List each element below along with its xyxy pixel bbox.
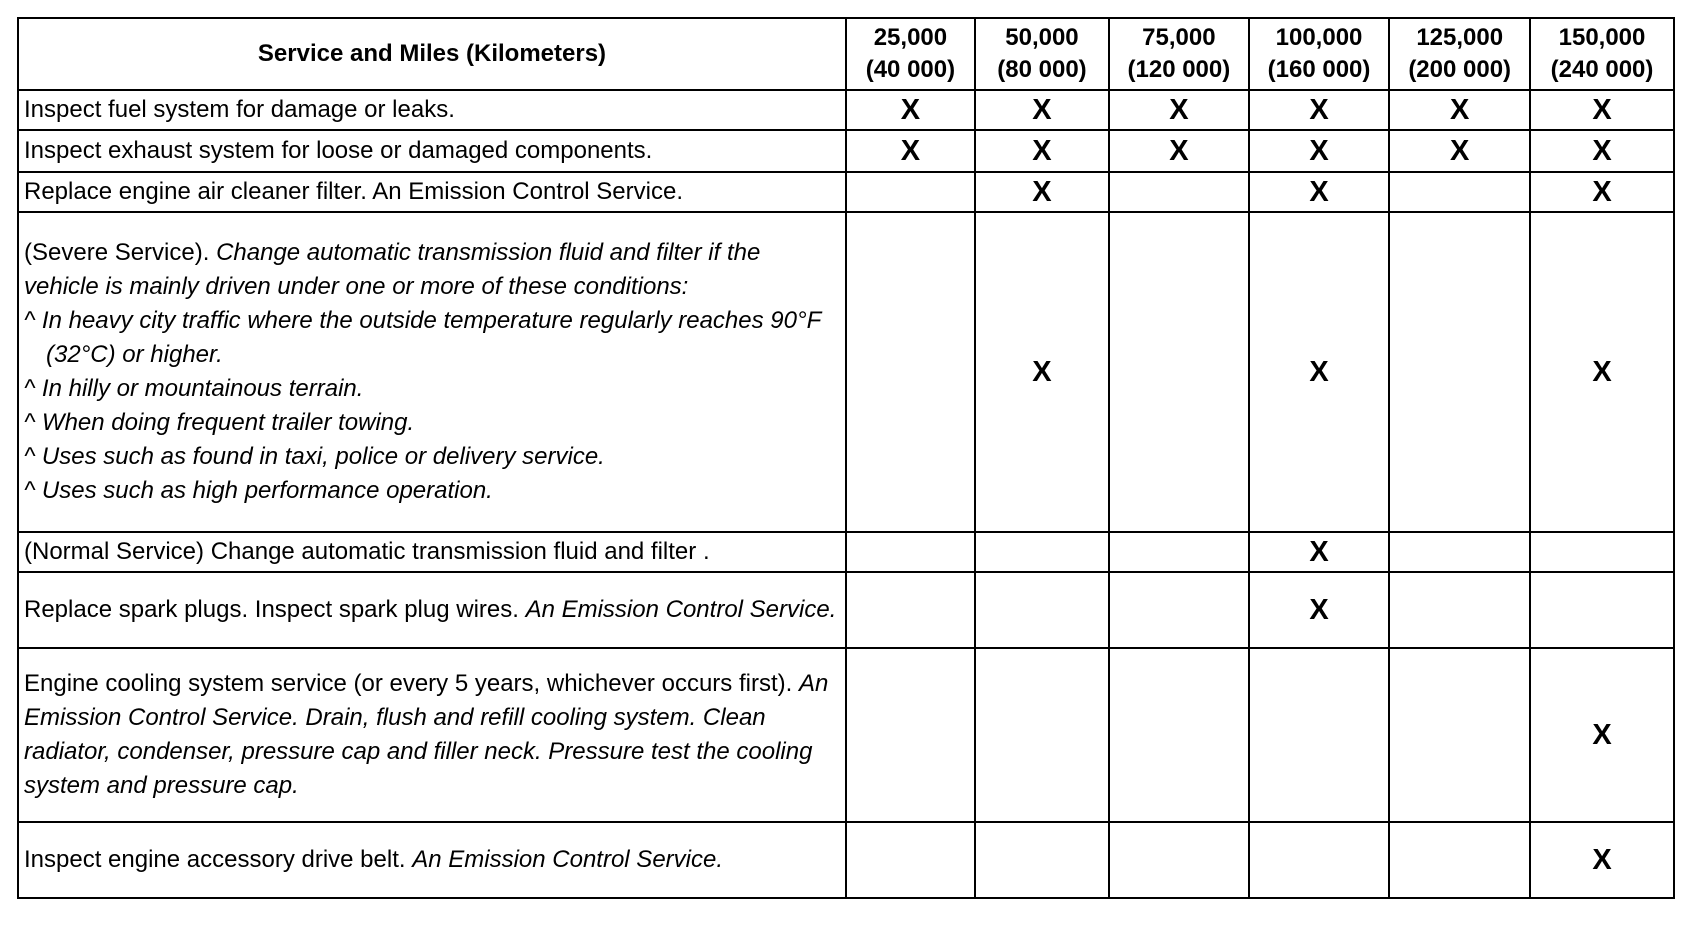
service-text: Inspect exhaust system for loose or damaged components. <box>24 137 653 164</box>
interval-mark: X <box>1530 212 1674 532</box>
interval-miles: 125,000 <box>1416 24 1504 51</box>
interval-km: (120 000) <box>1127 56 1231 83</box>
interval-mark: X <box>1530 648 1674 822</box>
interval-header <box>1249 18 1390 90</box>
interval-mark <box>1109 172 1249 212</box>
interval-miles: 150,000 <box>1558 24 1646 51</box>
service-description <box>18 172 846 212</box>
interval-mark: X <box>1249 130 1390 172</box>
service-description <box>18 130 846 172</box>
interval-header <box>975 18 1109 90</box>
interval-km: (200 000) <box>1408 56 1512 83</box>
interval-mark <box>846 532 975 572</box>
service-description <box>18 212 846 532</box>
interval-miles: 50,000 <box>1005 24 1079 51</box>
interval-mark: X <box>1389 90 1530 130</box>
interval-mark: X <box>1530 822 1674 898</box>
interval-mark <box>1389 822 1530 898</box>
table-row <box>18 212 1674 532</box>
service-text-italic: An Emission Control Service. <box>525 596 837 623</box>
interval-mark: X <box>975 130 1109 172</box>
interval-mark <box>975 648 1109 822</box>
service-text: Inspect fuel system for damage or leaks. <box>24 96 455 123</box>
interval-mark: X <box>1530 172 1674 212</box>
service-text-italic: An Emission Control Service. <box>412 846 723 873</box>
service-description <box>18 572 846 648</box>
service-miles-header: Service and Miles (Kilometers) <box>18 18 846 90</box>
service-description <box>18 90 846 130</box>
interval-mark <box>1109 822 1249 898</box>
interval-mark <box>1249 822 1390 898</box>
interval-mark <box>1389 572 1530 648</box>
interval-mark <box>846 172 975 212</box>
interval-km: (80 000) <box>997 56 1087 83</box>
interval-mark: X <box>846 130 975 172</box>
interval-mark: X <box>1249 212 1390 532</box>
interval-mark: X <box>1530 130 1674 172</box>
interval-mark <box>1109 572 1249 648</box>
interval-mark: X <box>1389 130 1530 172</box>
interval-mark: X <box>1109 90 1249 130</box>
condition-item: ^ When doing frequent trailer towing. <box>24 409 415 436</box>
interval-mark <box>1530 572 1674 648</box>
interval-miles: 75,000 <box>1142 24 1216 51</box>
interval-mark <box>1109 212 1249 532</box>
interval-mark <box>846 822 975 898</box>
table-row <box>18 572 1674 648</box>
table-row <box>18 172 1674 212</box>
interval-mark: X <box>1249 172 1390 212</box>
table-row <box>18 90 1674 130</box>
interval-mark <box>1109 648 1249 822</box>
interval-miles: 100,000 <box>1275 24 1363 51</box>
interval-mark: X <box>1530 90 1674 130</box>
service-text: (Severe Service). <box>24 239 210 266</box>
service-text: Inspect engine accessory drive belt. <box>24 846 406 873</box>
interval-mark: X <box>846 90 975 130</box>
condition-item: ^ Uses such as found in taxi, police or delivery service. <box>24 443 605 470</box>
table-row <box>18 648 1674 822</box>
interval-mark <box>1109 532 1249 572</box>
interval-header <box>1530 18 1674 90</box>
service-description <box>18 648 846 822</box>
interval-mark: X <box>975 212 1109 532</box>
interval-mark <box>1389 532 1530 572</box>
table-row <box>18 532 1674 572</box>
interval-mark <box>846 648 975 822</box>
interval-mark: X <box>1249 532 1390 572</box>
interval-km: (160 000) <box>1267 56 1371 83</box>
interval-km: (40 000) <box>865 56 956 83</box>
interval-km: (240 000) <box>1550 56 1654 83</box>
condition-item: ^ In heavy city traffic where the outside temperature regularly reaches 90°F (32°C) or higher. <box>24 307 821 368</box>
service-text: Replace engine air cleaner filter. An Emission Control Service. <box>24 178 683 205</box>
service-text: Replace spark plugs. Inspect spark plug wires. <box>24 596 519 623</box>
service-text-italic: Change automatic transmission fluid and filter if the vehicle is mainly driven under one or more of these conditions: <box>24 239 761 300</box>
maintenance-schedule-table <box>17 17 1675 899</box>
interval-mark: X <box>975 172 1109 212</box>
service-text: (Normal Service) Change automatic transmission fluid and filter . <box>24 538 710 565</box>
interval-mark <box>1389 648 1530 822</box>
interval-mark: X <box>975 90 1109 130</box>
header-row <box>18 18 1674 90</box>
interval-mark <box>975 572 1109 648</box>
interval-mark <box>1249 648 1390 822</box>
service-description <box>18 532 846 572</box>
interval-header <box>1109 18 1249 90</box>
interval-mark <box>846 572 975 648</box>
service-description <box>18 822 846 898</box>
interval-mark: X <box>1109 130 1249 172</box>
service-text-italic: An Emission Control Service. Drain, flush and refill cooling system. Clean radiator, condenser, pressure cap and filler neck. Pressure test the cooling system and pressure cap. <box>24 670 829 799</box>
table-row <box>18 130 1674 172</box>
interval-mark <box>975 532 1109 572</box>
service-text: Engine cooling system service (or every 5 years, whichever occurs first). <box>24 670 793 697</box>
interval-mark: X <box>1249 572 1390 648</box>
interval-mark <box>1389 172 1530 212</box>
table-row <box>18 822 1674 898</box>
interval-mark <box>1530 532 1674 572</box>
interval-mark: X <box>1249 90 1390 130</box>
interval-mark <box>975 822 1109 898</box>
interval-header <box>846 18 975 90</box>
interval-miles: 25,000 <box>873 24 948 51</box>
interval-mark <box>1389 212 1530 532</box>
condition-item: ^ Uses such as high performance operation. <box>24 477 493 504</box>
condition-item: ^ In hilly or mountainous terrain. <box>24 375 364 402</box>
interval-header <box>1389 18 1530 90</box>
interval-mark <box>846 212 975 532</box>
